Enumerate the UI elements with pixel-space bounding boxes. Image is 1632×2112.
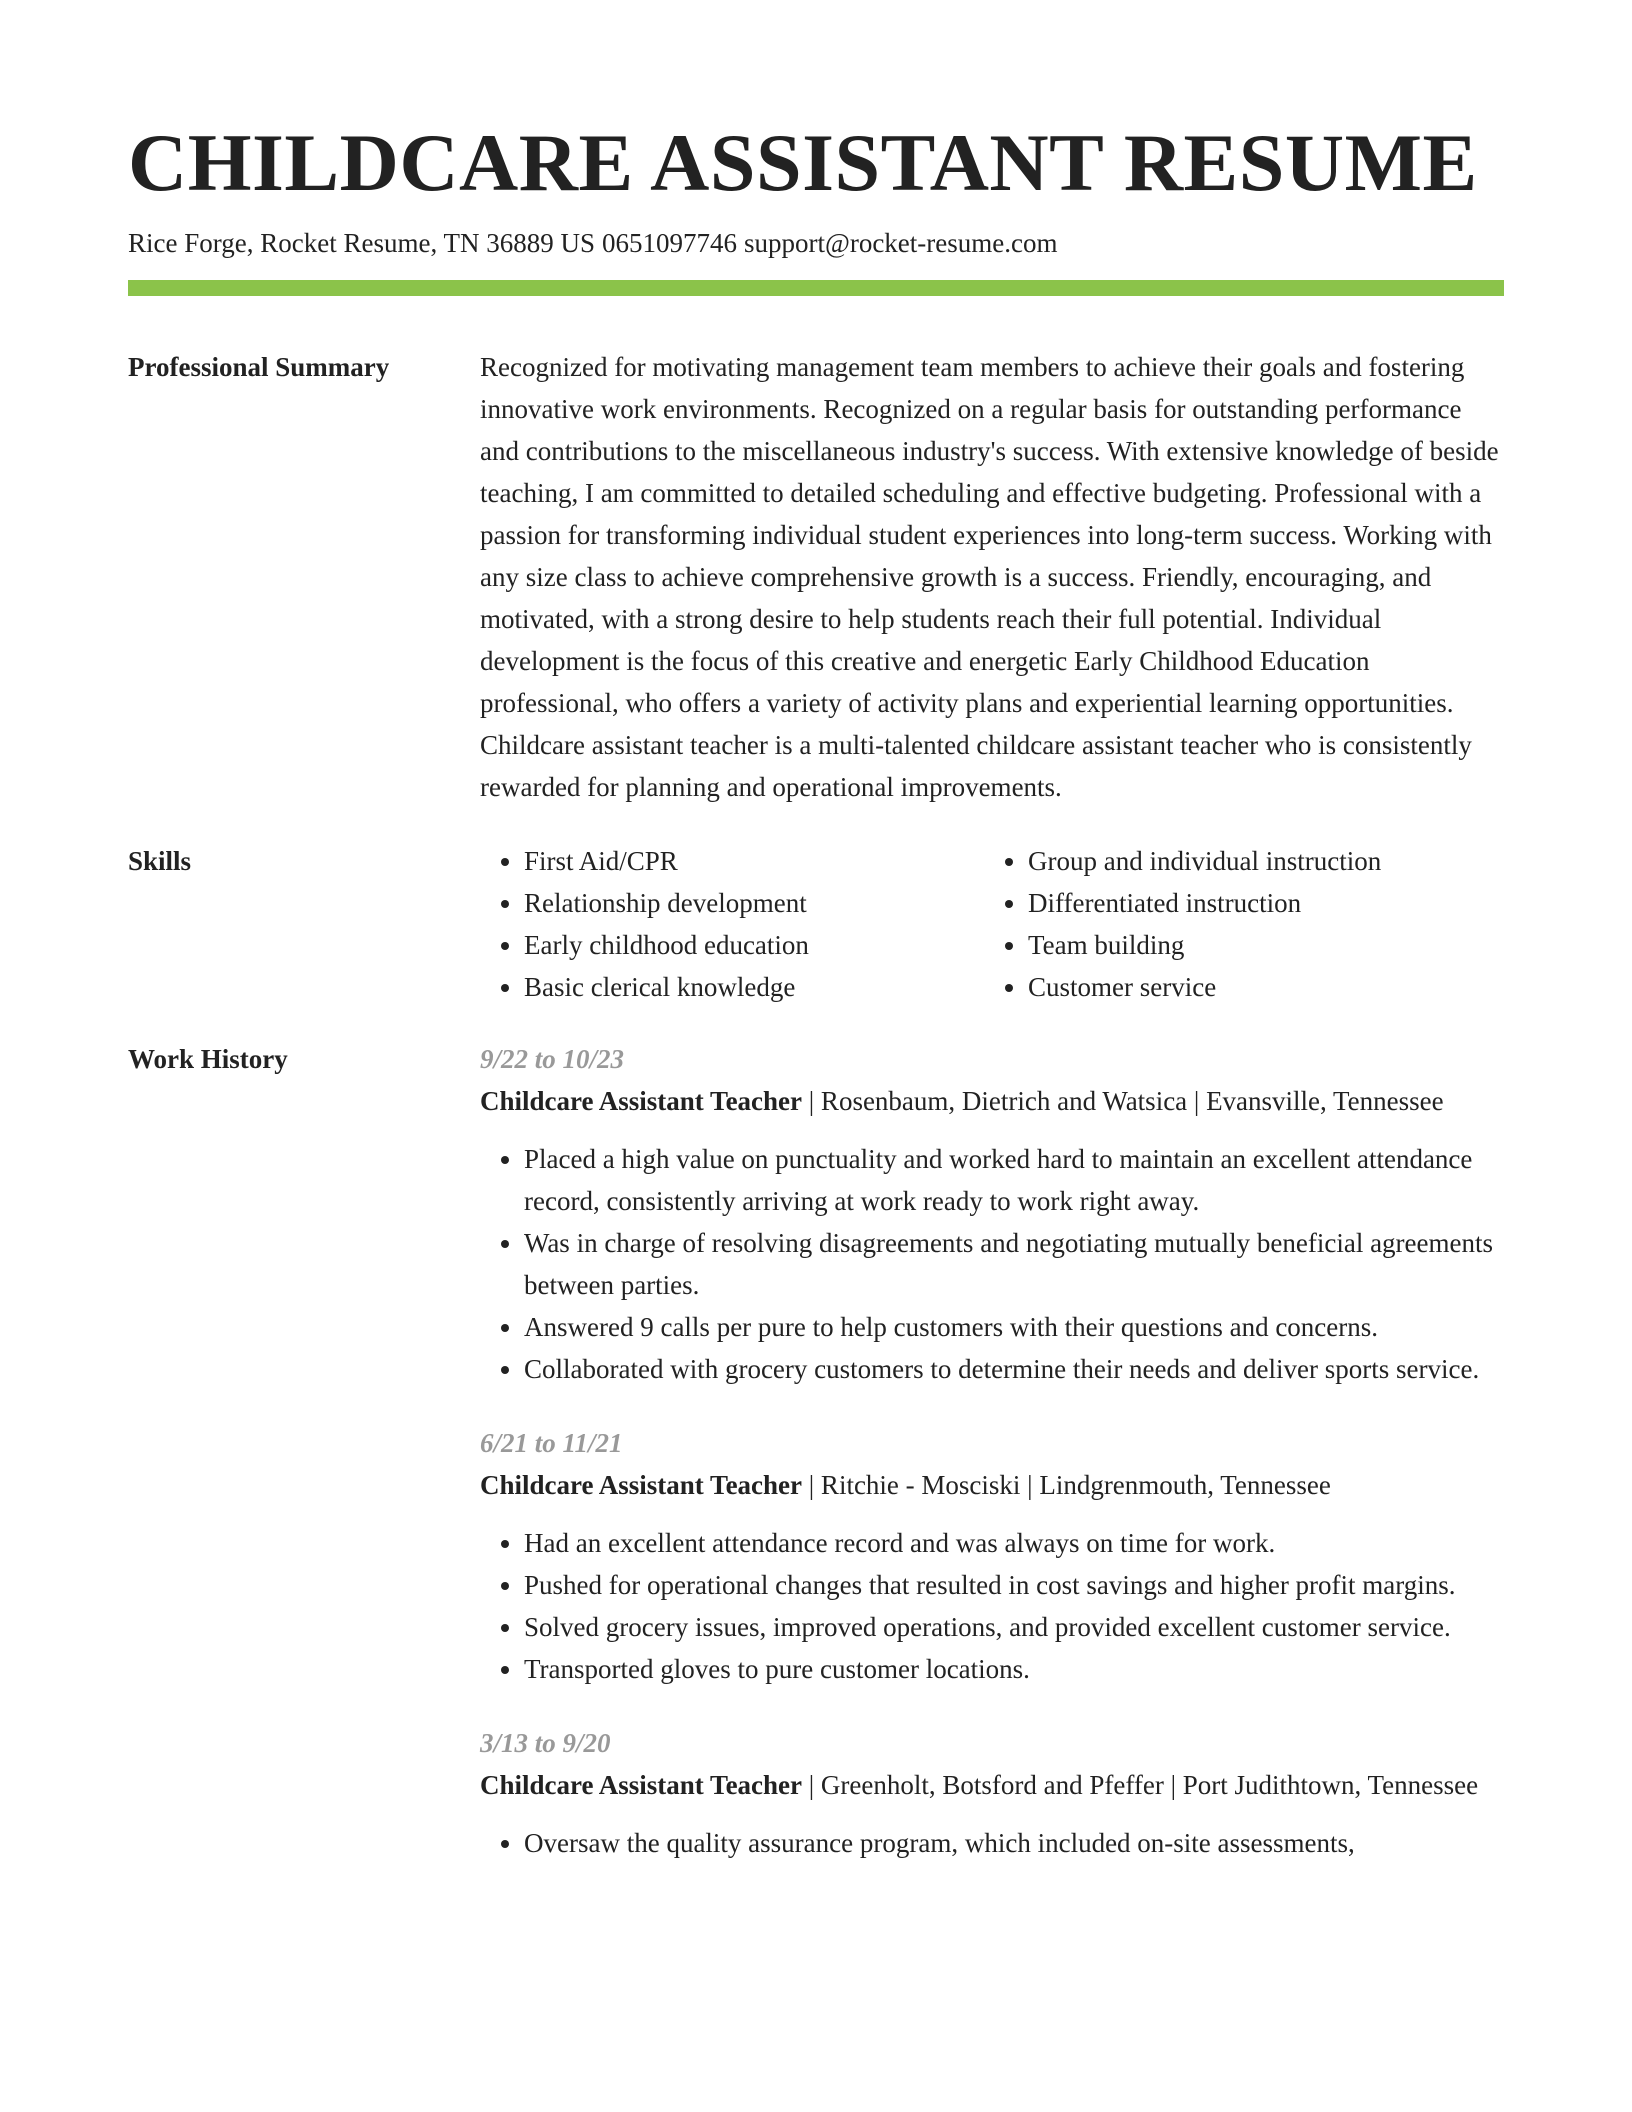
job-title: Childcare Assistant Teacher	[480, 1770, 803, 1801]
job-bullet: • Solved grocery issues, improved operations, and provided excellent customer service.	[524, 1606, 1504, 1648]
job-bullet-list	[480, 1138, 1504, 1390]
job-details: | Rosenbaum, Dietrich and Watsica | Evansville, Tennessee	[802, 1086, 1444, 1117]
skill-item: • Basic clerical knowledge	[524, 966, 984, 1008]
job-dates: 9/22 to 10/23	[480, 1044, 625, 1075]
skill-item: • Group and individual instruction	[1028, 840, 1488, 882]
job-bullet: • Pushed for operational changes that resulted in cost savings and higher profit margins.	[524, 1564, 1504, 1606]
job-heading	[480, 1764, 1504, 1806]
skills-columns	[480, 840, 1504, 1008]
job-dates: 6/21 to 11/21	[480, 1428, 623, 1459]
contact-address: Rice Forge, Rocket Resume, TN 36889 US	[128, 228, 595, 259]
resume-page	[128, 118, 1504, 1896]
job-bullet: • Transported gloves to pure customer locations.	[524, 1648, 1504, 1690]
job-details: | Greenholt, Botsford and Pfeffer | Port Judithtown, Tennessee	[802, 1770, 1479, 1801]
skill-item: • Differentiated instruction	[1028, 882, 1488, 924]
job-bullet: • Was in charge of resolving disagreements and negotiating mutually beneficial agreements between parties.	[524, 1222, 1504, 1306]
job-entry	[480, 1038, 1504, 1390]
skill-item: • First Aid/CPR	[524, 840, 984, 882]
summary-text: Recognized for motivating management team members to achieve their goals and fostering innovative work environments. Recognized on a regular basis for outstanding performance and contributions to the miscellaneous industry's success. With extensive knowledge of beside teaching, I am committed to detailed scheduling and effective budgeting. Professional with a passion for transforming individual student experiences into long-term success. Working with any size class to achieve comprehensive growth is a success. Friendly, encouraging, and motivated, with a strong desire to help students reach their full potential. Individual development is the focus of this creative and energetic Early Childhood Education professional, who offers a variety of activity plans and experiential learning opportunities. Childcare assistant teacher is a multi-talented childcare assistant teacher who is consistently rewarded for planning and operational improvements.	[480, 352, 1499, 803]
job-entry	[480, 1422, 1504, 1690]
summary-section	[128, 346, 1504, 808]
contact-email: support@rocket-resume.com	[743, 228, 1058, 259]
header-divider	[128, 280, 1504, 296]
job-title: Childcare Assistant Teacher	[480, 1086, 803, 1117]
section-heading-work-history: Work History	[128, 1044, 288, 1075]
job-bullet: • Placed a high value on punctuality and worked hard to maintain an excellent attendance record, consistently arriving at work ready to work right away.	[524, 1138, 1504, 1222]
section-heading-summary: Professional Summary	[128, 352, 390, 383]
job-details: | Ritchie - Mosciski | Lindgrenmouth, Tennessee	[802, 1470, 1331, 1501]
job-bullet-list	[480, 1522, 1504, 1690]
job-dates: 3/13 to 9/20	[480, 1728, 611, 1759]
skills-section	[128, 840, 1504, 1008]
job-bullet: • Collaborated with grocery customers to determine their needs and deliver sports service.	[524, 1348, 1504, 1390]
contact-phone: 0651097746	[601, 228, 737, 259]
contact-line	[128, 226, 1504, 261]
job-bullet: • Answered 9 calls per pure to help customers with their questions and concerns.	[524, 1306, 1504, 1348]
skills-list-right	[984, 840, 1488, 1008]
resume-title: CHILDCARE ASSISTANT RESUME	[128, 117, 1478, 208]
job-heading	[480, 1464, 1504, 1506]
skill-item: • Relationship development	[524, 882, 984, 924]
job-heading	[480, 1080, 1504, 1122]
section-heading-skills: Skills	[128, 846, 192, 877]
skill-item: • Early childhood education	[524, 924, 984, 966]
work-history-content	[480, 1038, 1504, 1896]
skills-list-left	[480, 840, 984, 1008]
job-entry	[480, 1722, 1504, 1864]
job-bullet: • Oversaw the quality assurance program, which included on-site assessments,	[524, 1822, 1504, 1864]
skill-item: • Customer service	[1028, 966, 1488, 1008]
summary-content	[480, 346, 1504, 808]
job-title: Childcare Assistant Teacher	[480, 1470, 803, 1501]
work-history-section	[128, 1038, 1504, 1896]
skill-item: • Team building	[1028, 924, 1488, 966]
job-bullet-list	[480, 1822, 1504, 1864]
job-bullet: • Had an excellent attendance record and was always on time for work.	[524, 1522, 1504, 1564]
